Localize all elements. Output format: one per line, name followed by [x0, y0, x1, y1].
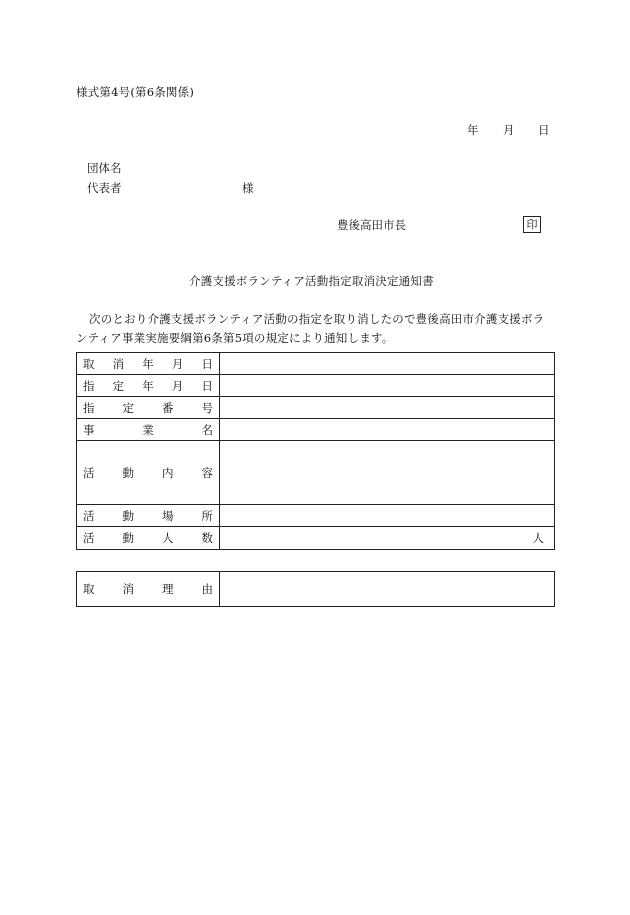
- activity-location-value[interactable]: [220, 505, 555, 527]
- body-text-line-2: ンティア事業実施要綱第6条第5項の規定により通知します。: [76, 331, 394, 345]
- date-day-label: 日: [538, 123, 550, 137]
- label-char: 場: [162, 508, 174, 523]
- date-month-label: 月: [503, 123, 515, 137]
- label-char: 番: [162, 400, 174, 415]
- issuer-name: 豊後高田市長: [337, 218, 406, 232]
- label-char: 人: [162, 531, 174, 545]
- label-char: 年: [142, 356, 154, 371]
- table-row-activity-headcount: [77, 527, 555, 550]
- label-char: 消: [112, 356, 125, 371]
- designation-date-label: [77, 375, 220, 397]
- label-char: 内: [162, 465, 174, 480]
- label-char: 活: [83, 531, 95, 545]
- label-char: 業: [142, 422, 154, 437]
- label-char: 活: [83, 465, 95, 480]
- designation-number-value[interactable]: [220, 397, 555, 419]
- honorific-label: 様: [242, 181, 254, 195]
- activity-location-label: [77, 505, 220, 527]
- label-char: 理: [162, 582, 174, 596]
- organization-name-label: 団体名: [87, 161, 122, 175]
- label-char: 年: [142, 378, 154, 393]
- date-year-label: 年: [467, 123, 479, 137]
- table-row-activity-content: [77, 441, 555, 505]
- label-char: 由: [201, 582, 213, 596]
- label-char: 月: [171, 378, 184, 393]
- label-char: 消: [122, 582, 134, 596]
- reason-value[interactable]: [220, 572, 555, 607]
- table-row-business-name: [77, 419, 555, 441]
- activity-headcount-value[interactable]: [220, 527, 555, 550]
- table-row-cancel-date: [77, 353, 555, 375]
- label-char: 事: [83, 422, 95, 437]
- table-row-designation-number: [77, 397, 555, 419]
- label-char: 日: [201, 378, 213, 393]
- reason-row: [77, 572, 555, 607]
- representative-label: 代表者: [87, 181, 122, 195]
- activity-content-label: [77, 441, 220, 505]
- label-char: 名: [201, 422, 213, 437]
- label-char: 号: [201, 400, 213, 415]
- label-char: 動: [122, 508, 134, 523]
- table-row-activity-location: [77, 505, 555, 527]
- designation-number-label: [77, 397, 220, 419]
- label-char: 定: [112, 378, 125, 393]
- details-table: [76, 352, 555, 550]
- body-text-line-1: 次のとおり介護支援ボランティア活動の指定を取り消したので豊後高田市介護支援ボラ: [89, 312, 545, 326]
- label-char: 取: [83, 356, 95, 371]
- label-char: 指: [83, 378, 95, 393]
- label-char: 容: [201, 465, 213, 480]
- label-char: 月: [171, 356, 184, 371]
- business-name-value[interactable]: [220, 419, 555, 441]
- table-row-designation-date: [77, 375, 555, 397]
- activity-headcount-label: [77, 527, 220, 550]
- cancel-date-label: [77, 353, 220, 375]
- seal-mark: 印: [523, 216, 541, 233]
- label-char: 取: [83, 582, 95, 596]
- label-char: 指: [83, 400, 95, 415]
- label-char: 動: [122, 465, 134, 480]
- designation-date-value[interactable]: [220, 375, 555, 397]
- label-char: 活: [83, 508, 95, 523]
- form-number: 様式第4号(第6条関係): [76, 85, 195, 99]
- reason-label: [77, 572, 220, 607]
- cancel-date-value[interactable]: [220, 353, 555, 375]
- label-char: 所: [201, 508, 213, 523]
- label-char: 数: [201, 531, 213, 545]
- label-char: 日: [201, 356, 213, 371]
- label-char: 動: [122, 531, 134, 545]
- business-name-label: [77, 419, 220, 441]
- label-char: 定: [122, 400, 134, 415]
- unit-label: 人: [532, 531, 544, 545]
- reason-table: [76, 571, 555, 607]
- activity-content-value[interactable]: [220, 441, 555, 505]
- document-title: 介護支援ボランティア活動指定取消決定通知書: [189, 274, 434, 288]
